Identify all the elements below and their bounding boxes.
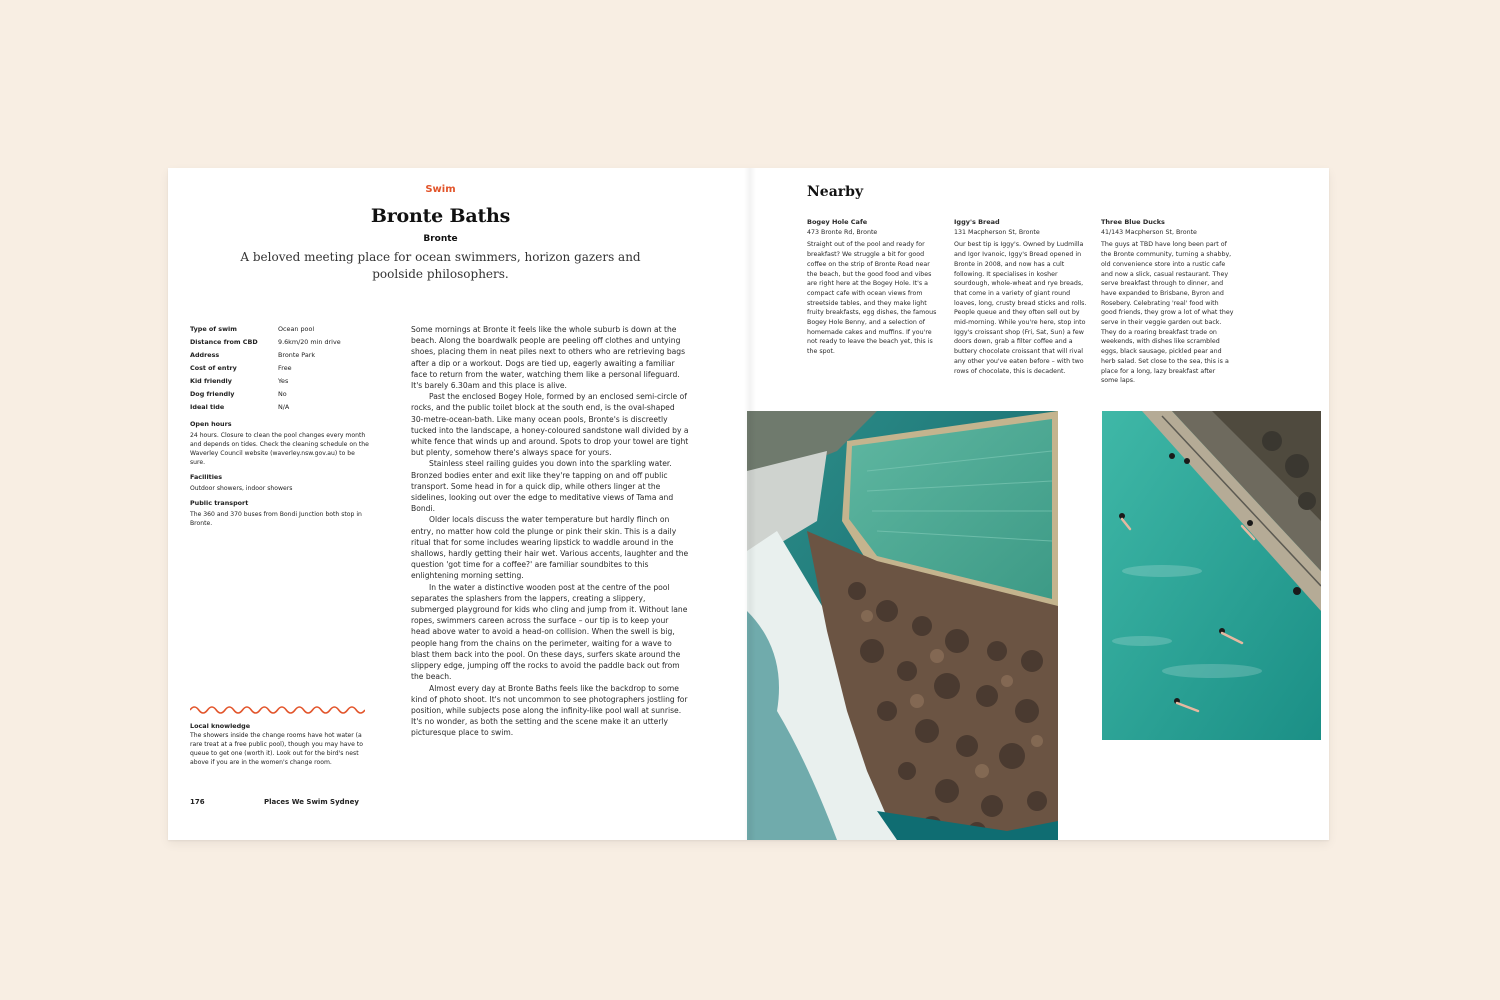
transport-heading: Public transport [190, 499, 249, 507]
fact-row [190, 388, 370, 401]
fact-value: Bronte Park [278, 351, 316, 359]
place-name: Three Blue Ducks [1101, 218, 1165, 226]
body-paragraph: Some mornings at Bronte it feels like the whole suburb is down at the beach. Along the boardwalk people are peeling off clothes and untying shoes, placing them in neat piles next to others who are retrieving bags after a dip or a workout. Dogs are tied up, eagerly awaiting a familiar face to return from the water, watching them like a personal lifeguard. It's barely 6.30am and this place is alive. [411, 325, 686, 391]
open-hours-text: 24 hours. Closure to clean the pool changes every month and depends on tides. Check the cleaning schedule on the Waverley Council website (waverley.nsw.gov.au) to be sure. [190, 432, 369, 466]
photo-image [747, 411, 1058, 840]
fact-row [190, 375, 370, 388]
page-subtitle: Bronte [423, 234, 458, 244]
body-paragraph: Older locals discuss the water temperature but hardly flinch on entry, no matter how cold the plunge or pink their skin. This is a daily ritual that for some includes wearing lipstick to waddle around in the shallows, hardly getting their hair wet. Various accents, laughter and the question 'got time for a coffee?' are familiar soundbites to this enlightening morning setting. [411, 515, 689, 581]
body-paragraph: Almost every day at Bronte Baths feels like the backdrop to some kind of photo shoot. It's not uncommon to see photographers jostling for position, while subjects pose along the infinity-like pool wall at sunrise. It's no wonder, as both the setting and the scene make it an utterly picturesque place to swim. [411, 683, 688, 738]
nearby-heading: Nearby [807, 184, 864, 200]
fact-value: Yes [278, 377, 289, 385]
aerial-photo-pool-rocks [747, 411, 1058, 840]
section-kicker: Swim [425, 184, 456, 195]
photo-image [1102, 411, 1321, 740]
body-paragraph: Past the enclosed Bogey Hole, formed by an enclosed semi-circle of rocks, and the public toilet block at the south end, is the oval-shaped 30-metre-ocean-bath. Like many ocean pools, Bronte's is discreetly tucked into the landscape, a honey-coloured sandstone wall divided by a white fence that winds up and around. Spots to drop your towel are tight but plenty, somehow there's always space for yours. [411, 392, 689, 458]
page-title: Bronte Baths [370, 205, 511, 227]
open-hours [190, 418, 370, 467]
fact-label: Ideal tide [190, 403, 225, 411]
book-spread [168, 168, 1329, 840]
place-address: 473 Bronte Rd, Bronte [807, 228, 878, 236]
fact-label: Cost of entry [190, 364, 237, 372]
public-transport [190, 497, 370, 528]
fact-value: Free [278, 364, 292, 372]
place-description: Our best tip is Iggy's. Owned by Ludmilla and Igor Ivanoic, Iggy's Bread opened in Bronte in 2008, and now has a cult following. It specialises in kosher sourdough, whole-wheat and rye breads, that come in a variety of giant round loaves, long, crusty bread sticks and rolls. People queue and they often sell out by mid-morning. While you're here, stop into Iggy's croissant shop (Fri, Sat, Sun) a few doors down, grab a filter coffee and a buttery chocolate croissant that will rival any other you've eaten before – with two rows of chocolate, this is decadent. [954, 241, 1087, 375]
fact-sheet [190, 323, 370, 528]
fact-value: Ocean pool [278, 325, 315, 333]
fact-row [190, 323, 370, 336]
fact-row [190, 362, 370, 375]
fact-row [190, 336, 370, 349]
fact-label: Address [190, 351, 220, 359]
fact-row [190, 349, 370, 362]
local-knowledge [190, 721, 370, 767]
book-title: Places We Swim Sydney [264, 798, 359, 806]
body-text [411, 324, 689, 739]
fact-label: Dog friendly [190, 390, 235, 398]
fact-row [190, 401, 370, 414]
fact-label: Distance from CBD [190, 338, 258, 346]
body-paragraph: In the water a distinctive wooden post at the centre of the pool separates the splashers from the lappers, creating a slippery, submerged playground for kids who cling and jump from it. Without lane ropes, swimmers careen across the surface – our tip is to keep your head above water to avoid a head-on collision. When the swell is big, people hang from the chains on the perimeter, waiting for a wave to blast them back into the pool. On these days, surfers skate around the slippery edge, jumping off the rocks to avoid the paddle back out from the beach. [411, 582, 688, 682]
fact-label: Kid friendly [190, 377, 232, 385]
facilities-text: Outdoor showers, indoor showers [190, 485, 293, 492]
place-address: 41/143 Macpherson St, Bronte [1101, 228, 1197, 236]
transport-text: The 360 and 370 buses from Bondi Junction both stop in Bronte. [190, 511, 362, 527]
fact-value: No [278, 390, 287, 398]
fact-value: 9.6km/20 min drive [278, 338, 341, 346]
place-name: Iggy's Bread [954, 218, 1000, 226]
page-number: 176 [190, 798, 205, 806]
body-paragraph: Stainless steel railing guides you down into the sparkling water. Bronzed bodies enter and exit like they're tapping on and off public transport. Some head in for a quick dip, while others linger at the sidelines, looking out over the edge to meditative views of Tama and Bondi. [411, 459, 674, 514]
nearby-place [954, 218, 1087, 376]
place-name: Bogey Hole Cafe [807, 218, 868, 226]
local-knowledge-heading: Local knowledge [190, 722, 251, 730]
nearby-place [807, 218, 940, 357]
open-hours-heading: Open hours [190, 420, 232, 428]
nearby-place [1101, 218, 1234, 386]
fact-value: N/A [278, 403, 290, 411]
page-tagline: A beloved meeting place for ocean swimmers, horizon gazers and poolside philosophers. [240, 250, 641, 281]
place-description: Straight out of the pool and ready for breakfast? We struggle a bit for good coffee on the strip of Bronte Road near the beach, but the good food and vibes are right here at the Bogey Hole. It's a compact cafe with ocean views from streetside tables, and they make light fruity breakfasts, egg dishes, the famous Bogey Hole Benny, and a selection of homemade cakes and muffins. If you're not ready to leave the beach yet, this is the spot. [807, 241, 937, 356]
facilities-heading: Facilities [190, 473, 223, 481]
local-knowledge-text: The showers inside the change rooms have hot water (a rare treat at a free public pool), though you may have to queue to get one (worth it). Look out for the bird's nest above if you are in the women's change room. [190, 732, 363, 766]
aerial-photo-swimmers [1102, 411, 1321, 740]
place-description: The guys at TBD have long been part of the Bronte community, turning a shabby, old convenience store into a rustic cafe and now a slick, casual restaurant. They serve breakfast through to dinner, and have expanded to Brisbane, Byron and Rosebery. Celebrating 'real' food with good friends, they grow a lot of what they serve in their veggie garden out back. They do a roaring breakfast trade on weekends, with dishes like scrambled eggs, black sausage, pickled pear and herb salad. Set close to the sea, this is a place for a long, lazy breakfast after some laps. [1101, 241, 1234, 385]
place-address: 131 Macpherson St, Bronte [954, 228, 1040, 236]
fact-label: Type of swim [190, 325, 237, 333]
wave-divider-icon [190, 704, 365, 716]
facilities [190, 471, 370, 493]
